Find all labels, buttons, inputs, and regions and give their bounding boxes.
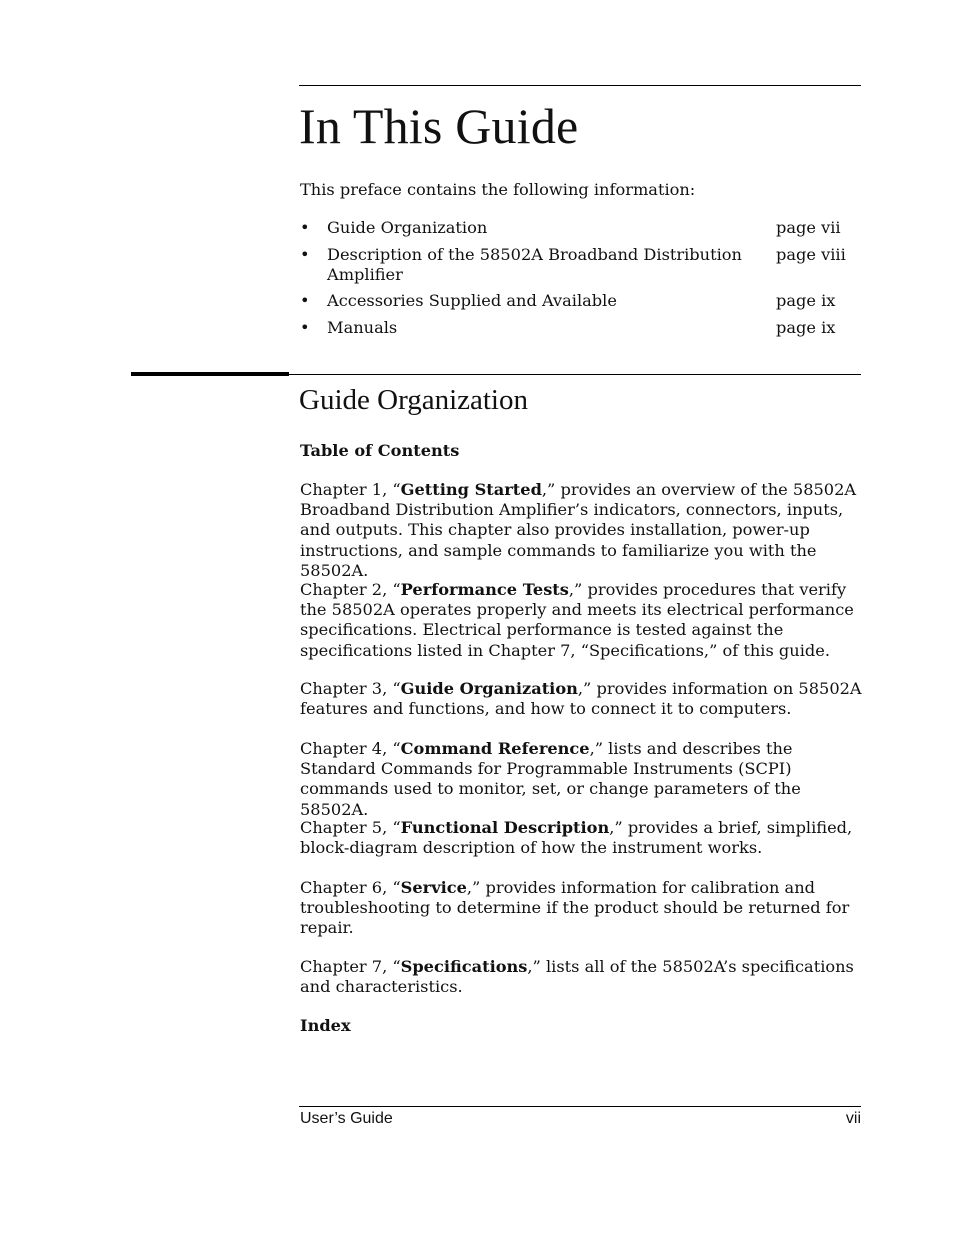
chapter-name: Service (400, 878, 467, 897)
section-title: Guide Organization (299, 384, 528, 416)
section-rule (289, 374, 861, 375)
chapter-name: Specifications (400, 957, 528, 976)
toc-item-label: Description of the 58502A Broadband Distribution Amplifier (327, 245, 742, 284)
chapter-name: Command Reference (400, 739, 590, 758)
toc-item-page: page vii (776, 218, 841, 237)
bullet: • (300, 218, 310, 237)
toc-item-label: Manuals (327, 318, 398, 337)
toc-item-page: page ix (776, 318, 836, 337)
page-title: In This Guide (299, 98, 579, 154)
bullet: • (300, 245, 310, 264)
bullet: • (300, 291, 310, 310)
footer-rule (299, 1106, 861, 1107)
chapter-paragraph: Chapter 3, “Guide Organization,” provides information on 58502A features and functions, and how to connect it to computers. (300, 679, 862, 719)
bullet: • (300, 318, 310, 337)
toc-item-page: page ix (776, 291, 836, 310)
subhead-table-of-contents: Table of Contents (300, 441, 460, 460)
top-rule (299, 85, 861, 86)
subhead-index: Index (300, 1016, 351, 1035)
chapter-name: Functional Description (400, 818, 610, 837)
chapter-name: Getting Started (400, 480, 542, 499)
chapter-paragraph: Chapter 6, “Service,” provides information for calibration and troubleshooting to determine if the product should be returned for repair. (300, 878, 850, 938)
toc-item-page: page viii (776, 245, 846, 264)
toc-item-label: Guide Organization (327, 218, 488, 237)
chapter-name: Guide Organization (400, 679, 578, 698)
toc-item-label: Accessories Supplied and Available (327, 291, 617, 310)
chapter-name: Performance Tests (400, 580, 569, 599)
footer-guide-name: User’s Guide (300, 1110, 393, 1127)
chapter-paragraph: Chapter 7, “Specifications,” lists all of the 58502A’s specifications and characteristics. (300, 957, 854, 997)
chapter-paragraph: Chapter 5, “Functional Description,” provides a brief, simplified, block-diagram description of how the instrument works. (300, 818, 853, 858)
chapter-paragraph: Chapter 2, “Performance Tests,” provides procedures that verify the 58502A operates properly and meets its electrical performance specifications. Electrical performance is tested against the specifications listed in Chapter 7, “Specifications,” of this guide. (300, 580, 854, 660)
chapter-paragraph: Chapter 4, “Command Reference,” lists and describes the Standard Commands for Programmable Instruments (SCPI) commands used to monitor, set, or change parameters of the 58502A. (300, 739, 801, 819)
intro-text: This preface contains the following information: (300, 180, 696, 199)
chapter-paragraph: Chapter 1, “Getting Started,” provides an overview of the 58502A Broadband Distribution Amplifier’s indicators, connectors, inputs, and outputs. This chapter also provides installation, power-up instructions, and sample commands to familiarize you with the 58502A. (300, 480, 857, 580)
footer-page-number: vii (845, 1110, 861, 1127)
section-marker-bar (131, 372, 289, 376)
